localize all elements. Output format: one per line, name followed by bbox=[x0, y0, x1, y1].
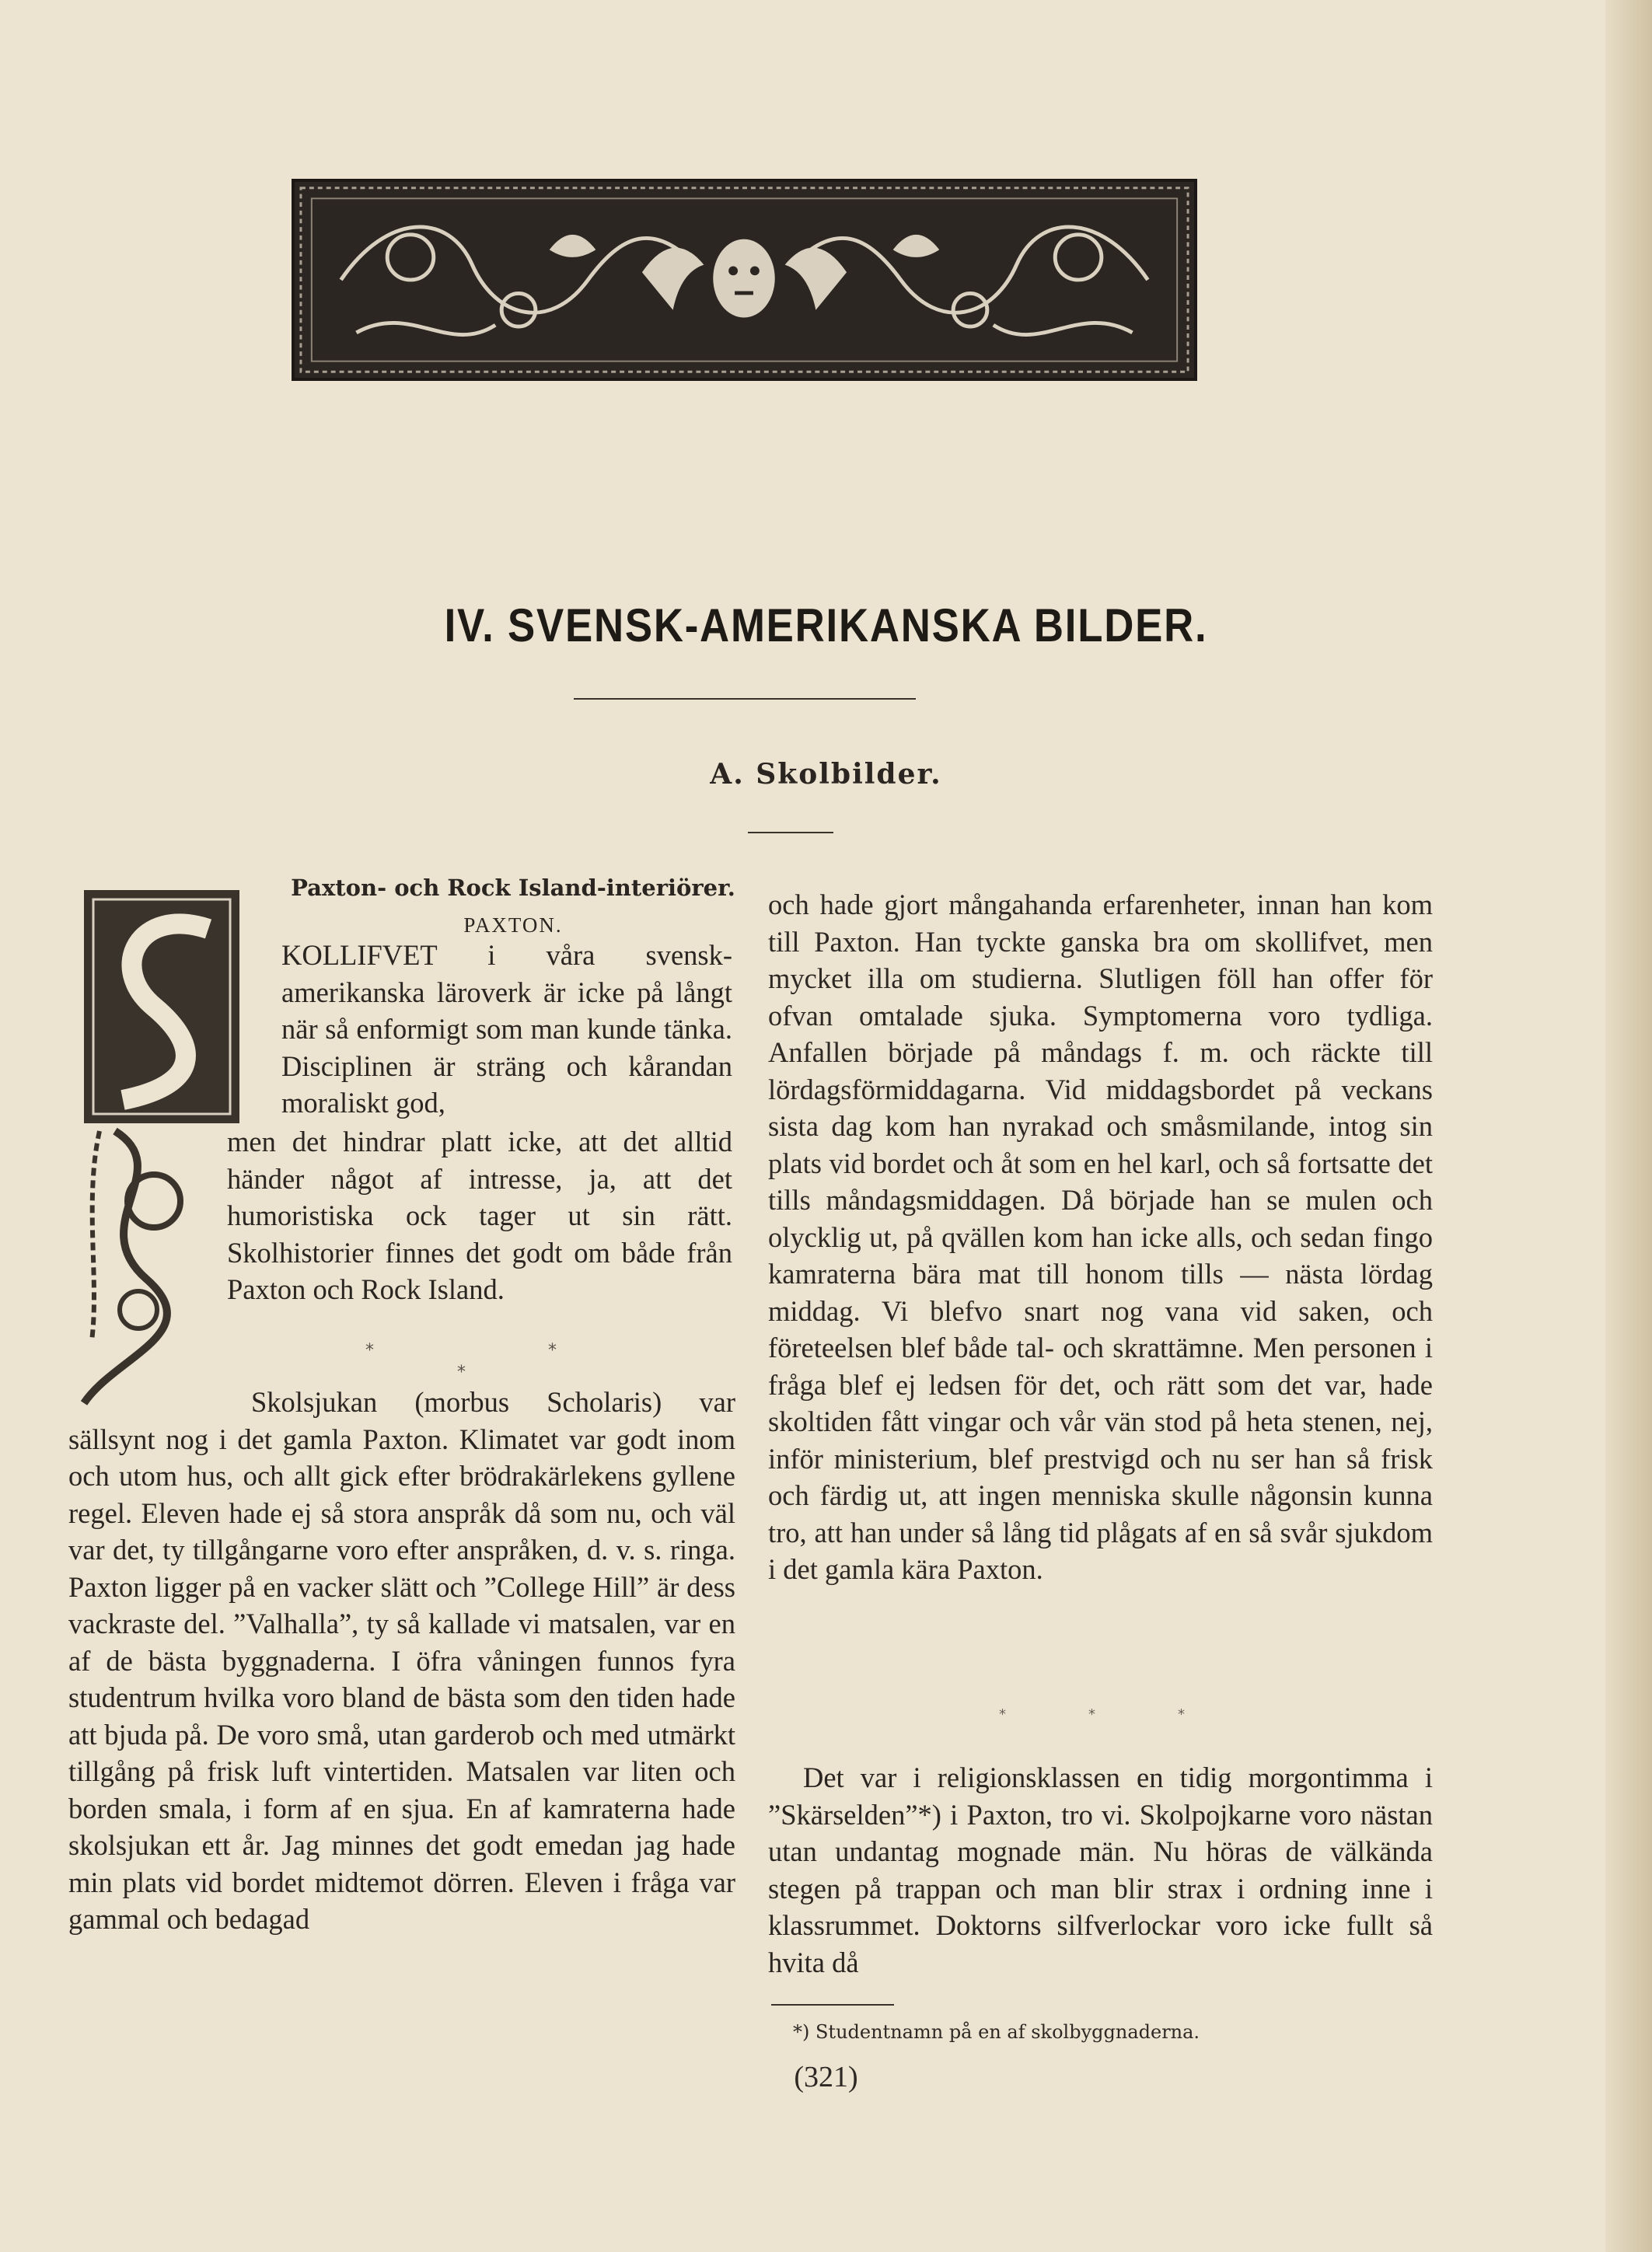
subsection-heading: Paxton- och Rock Island-interiörer. bbox=[291, 875, 735, 901]
dropcap-paragraph-continued: men det hindrar platt icke, att det alltid händer något af intresse, ja, att det humoristiska ock tager ut sin rätt. Skolhistorier finnes det godt om både från Paxton och Rock Island. bbox=[227, 1126, 732, 1305]
right-column bbox=[768, 886, 1433, 1588]
footnote-rule bbox=[771, 2004, 894, 2006]
page-number: (321) bbox=[794, 2061, 858, 2093]
place-heading: PAXTON. bbox=[463, 913, 563, 937]
footnote: *) Studentnamn på en af skolbyggnaderna. bbox=[793, 2021, 1200, 2043]
ornamental-banner bbox=[292, 179, 1197, 381]
section-rule bbox=[748, 832, 833, 833]
left-paragraph-2: Skolsjukan (morbus Scholaris) var sällsynt nog i det gamla Paxton. Klimatet var godt inom och utom hus, och allt gick efter brödrakärlekens gyllene regel. Eleven hade ej så stora anspråk då som nu, och väl var det, ty tillgångarne voro efter anspråken, d. v. s. ringa. Paxton ligger på en vacker slätt och ”College Hill” är dess vackraste del. ”Valhalla”, ty så kallade vi matsalen, var en af de bästa byggnaderna. I öfra våningen funnos fyra studentrum hvilka voro bland de bästa som den tiden hade att bjuda på. De voro små, utan garderob och med utmärkt tillgång på frisk luft vintertiden. Matsalen var liten och borden smala, i form af en sjua. En af kamraterna hade skolsjukan ett år. Jag minnes det godt emedan jag hade min plats vid bordet midtemot dörren. Eleven i fråga var gammal och bedagad bbox=[68, 1386, 735, 1935]
section-title: A. Skolbilder. bbox=[710, 758, 942, 791]
right-paragraph-2: Det var i religionsklassen en tidig morgontimma i ”Skärselden”*) i Paxton, tro vi. Skolpojkarne voro nästan utan undantag mognade män. Nu höras de välkända stegen på trappan och man blir strax i ordning inne i klassrummet. Doktorns silfverlockar voro icke fullt så hvita då bbox=[768, 1761, 1433, 1978]
dropcap-paragraph: KOLLIFVET i våra svensk-amerikanska läroverk är icke på långt när så enformigt som man kunde tänka. Disciplinen är sträng och kårandan moraliskt god, bbox=[281, 939, 732, 1119]
asterism-right: * * * bbox=[999, 1706, 1185, 1723]
page-edge bbox=[1605, 0, 1652, 2252]
title-rule bbox=[574, 698, 916, 700]
right-paragraph-1: och hade gjort mångahanda erfarenheter, innan han kom till Paxton. Han tyckte ganska bra om skollifvet, men mycket illa om studierna. Slutligen föll han offer för ofvan omtalade sjuka. Symptomerna voro tydliga. Anfallen började på måndags f. m. och räckte till lördagsförmiddagarna. Vid middagsbordet på veckans sista dag kom han nyrakad och småsmilande, intog sin plats vid bordet och åt som en hel karl, och så fortsatte det tills måndagsmiddagen. Då började han se mulen och olycklig ut, på qvällen kom han icke alls, och sedan fingo kamraterna bära mat till honom tills — nästa lördag middag. Vi blefvo snart nog vana vid saken, och företeelsen blef både tal- och skrattämne. Men personen i fråga blef ej ledsen för det, och rätt som det var, hade skoltiden fått vingar och vår vän stod på heta stenen, nej, inför ministerium, blef prestvigd och nu ser han så frisk och färdig ut, att ingen menniska skulle någonsin kunna tro, att han under så lång tid plågats af en så svår sjukdom i det gamla kära Paxton. bbox=[768, 889, 1433, 1585]
chapter-title: IV. SVENSK-AMERIKANSKA BILDER. bbox=[444, 599, 1208, 651]
